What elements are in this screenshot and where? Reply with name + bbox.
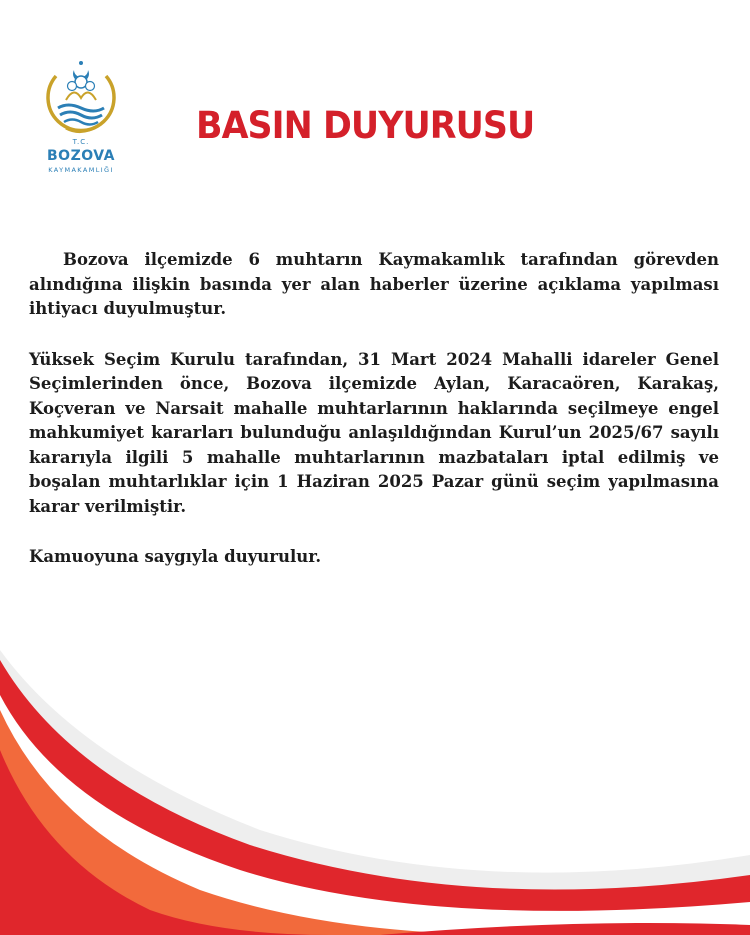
- logo-subtitle-text: KAYMAKAMLIĞI: [48, 166, 114, 174]
- logo-name-text: BOZOVA: [47, 148, 115, 164]
- page-title: BASIN DUYURUSU: [196, 104, 535, 147]
- decorative-wave-footer: [0, 640, 750, 935]
- kaymakamlik-logo: [36, 56, 126, 186]
- paragraph-3: Kamuoyuna saygıyla duyurulur.: [29, 547, 322, 566]
- logo-emblem-icon: [36, 56, 126, 140]
- announcement-body: [29, 248, 719, 570]
- logo-tc-text: T.C.: [72, 138, 90, 146]
- paragraph-1: Bozova ilçemizde 6 muhtarın Kaymakamlık tarafından görevden alındığına ilişkin basında yer alan haberler üzerine açıklama yapılması ihtiyacı duyulmuştur.: [29, 250, 719, 318]
- paragraph-2: Yüksek Seçim Kurulu tarafından, 31 Mart 2024 Mahalli idareler Genel Seçimlerinden önce, Bozova ilçemizde Aylan, Karacaören, Karakaş, Koçveran ve Narsait mahalle muhtarlarının haklarında seçilmeye engel mahkumiyet kararları bulunduğu anlaşıldığından Kurul’un 2025/67 sayılı kararıyla ilgili 5 mahalle muhtarlarının mazbataları iptal edilmiş ve boşalan muhtarlıklar için 1 Haziran 2025 Pazar günü seçim yapılmasına karar verilmiştir.: [29, 349, 719, 516]
